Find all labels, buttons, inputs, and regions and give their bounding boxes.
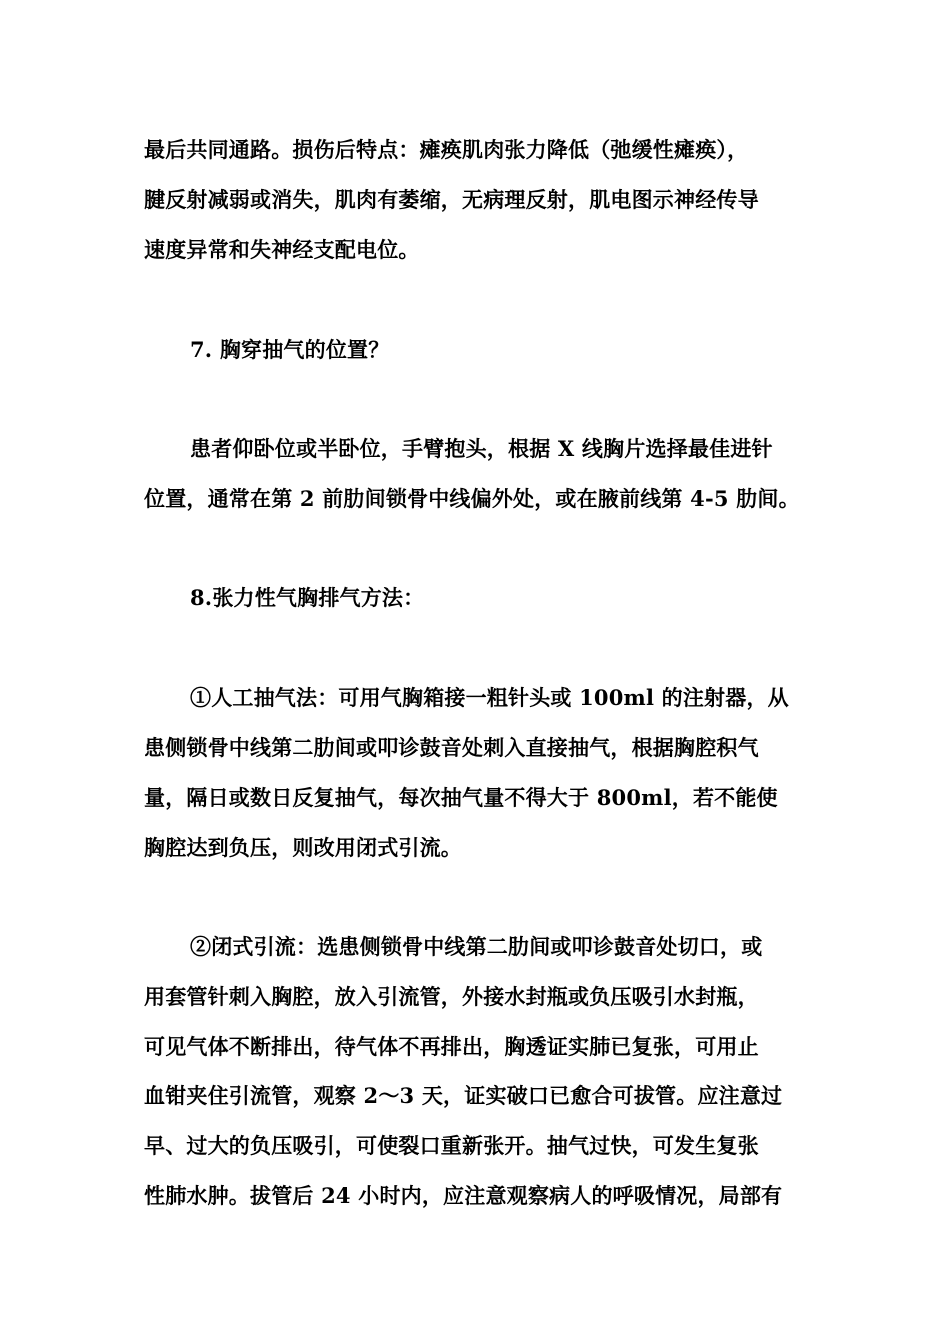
heading-question-7: 7. 胸穿抽气的位置？ (190, 337, 390, 362)
paragraph-2-line-2: 位置，通常在第 2 前肋间锁骨中线偏外处，或在腋前线第 4-5 肋间。 (144, 486, 800, 511)
heading-question-8: 8.张力性气胸排气方法： (190, 585, 425, 610)
paragraph-1-line-2: 腱反射减弱或消失，肌肉有萎缩，无病理反射，肌电图示神经传导 (144, 187, 759, 212)
paragraph-3-line-4: 胸腔达到负压，则改用闭式引流。 (144, 835, 462, 860)
paragraph-4-line-6: 性肺水肿。拔管后 24 小时内，应注意观察病人的呼吸情况，局部有 (144, 1183, 783, 1208)
paragraph-4-line-2: 用套管针刺入胸腔，放入引流管，外接水封瓶或负压吸引水封瓶， (144, 984, 759, 1009)
paragraph-1-line-1: 最后共同通路。损伤后特点：瘫痪肌肉张力降低（弛缓性瘫痪）， (144, 137, 749, 162)
paragraph-3-line-2: 患侧锁骨中线第二肋间或叩诊鼓音处刺入直接抽气，根据胸腔积气 (144, 735, 759, 760)
paragraph-4-line-3: 可见气体不断排出，待气体不再排出，胸透证实肺已复张，可用止 (144, 1034, 759, 1059)
paragraph-4-line-4: 血钳夹住引流管，观察 2～3 天，证实破口已愈合可拔管。应注意过 (144, 1083, 783, 1108)
paragraph-3-line-3: 量，隔日或数日反复抽气，每次抽气量不得大于 800ml，若不能使 (144, 785, 778, 810)
paragraph-4-line-1: ②闭式引流：选患侧锁骨中线第二肋间或叩诊鼓音处切口，或 (190, 934, 763, 959)
paragraph-2-line-1: 患者仰卧位或半卧位，手臂抱头，根据 X 线胸片选择最佳进针 (190, 436, 773, 461)
paragraph-4-line-5: 早、过大的负压吸引，可使裂口重新张开。抽气过快，可发生复张 (144, 1133, 759, 1158)
document-body (144, 0, 808, 1344)
paragraph-3-line-1: ①人工抽气法：可用气胸箱接一粗针头或 100ml 的注射器，从 (190, 685, 789, 710)
paragraph-1-line-3: 速度异常和失神经支配电位。 (144, 237, 420, 262)
